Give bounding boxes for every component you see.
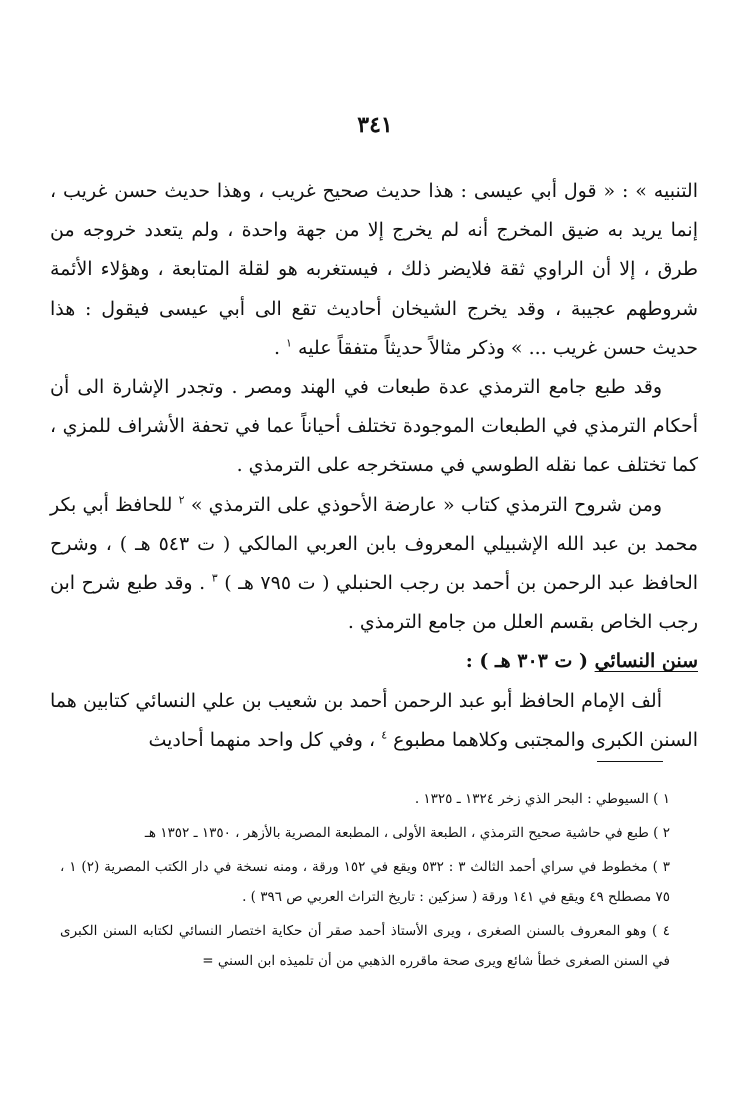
paragraph-tanbih: التنبيه » : « قول أبي عيسى : هذا حديث صحيح غريب ، وهذا حديث حسن غريب ، إنما يريد به ضيق المخرج أنه لم يخرج إلا من جهة واحدة ، ولم يتعدد خروجه من طرق ، إلا أن الراوي ثقة فلايضر ذلك ، فيستغربه هو لقلة المتابعة ، وهؤلاء الأئمة شروطهم عجيبة ، وقد يخرج الشيخان أحاديث تقع الى أبي عيسى فيقول : هذا حديث حسن غريب ... » وذكر مثالاً حديثاً متفقاً عليه $^١$ . [50,180,698,359]
paragraph-text: ومن شروح الترمذي كتاب « عارضة الأحوذي على الترمذي » [190,493,662,516]
section-heading [50,642,698,681]
paragraph-text: . وقد طبع شرح ابن رجب الخاص بقسم العلل من جامع الترمذي . [50,572,698,634]
main-text [50,172,698,760]
footnote-ref: ١ [286,336,292,350]
paragraph-nasai [50,682,698,760]
footnote: ٣ ) مخطوط في سراي أحمد الثالث ٣ : ٥٣٢ ويقع في ١٥٢ ورقة ، ومنه نسخة في دار الكتب المصرية (٢) ١ ، ٧٥ مصطلح ٤٩ ويقع في ١٤١ ورقة ( سزكين : تاريخ التراث العربي ص ٣٩٦ ) . [60,859,670,905]
paragraph-text: التنبيه » : « قول أبي عيسى : هذا حديث صحيح غريب ، وهذا حديث حسن غريب ، إنما يريد به ضيق المخرج أنه لم يخرج إلا من جهة واحدة ، ولم يتعدد خروجه من طرق ، إلا أن الراوي ثقة فلايضر ذلك ، فيستغربه هو لقلة المتابعة ، وهؤلاء الأئمة شروطهم عجيبة ، وقد يخرج الشيخان أحاديث تقع الى أبي عيسى فيقول : هذا حديث حسن غريب ... » وذكر مثالاً حديثاً متفقاً عليه [50,180,698,359]
footnotes [60,784,670,980]
footnote: ٤ ) وهو المعروف بالسنن الصغرى ، ويرى الأستاذ أحمد صقر أن حكاية اختصار النسائي لكتابه السنن الكبرى في السنن الصغرى خطأ شائع ويرى صحة ماقرره الذهبي من أن تلميذه ابن السني = [60,923,670,969]
footnote-divider [597,761,663,762]
paragraph-text: ، وفي كل واحد منهما أحاديث [148,728,376,751]
footnote-ref: ٤ [381,728,388,742]
section-heading-date: ( ت ٣٠٣ هـ ) : [465,650,588,673]
paragraph-editions: وقد طبع جامع الترمذي عدة طبعات في الهند ومصر . وتجدر الإشارة الى أن أحكام الترمذي في الطبعات الموجودة تختلف أحياناً عما في تحفة الأشراف للمزي ، كما تختلف عما نقله الطوسي في مستخرجه على الترمذي . [50,376,698,477]
footnote: ٢ ) طبع في حاشية صحيح الترمذي ، الطبعة الأولى ، المطبعة المصرية بالأزهر ، ١٣٥٠ ـ ١٣٥٢ هـ [144,825,670,841]
footnote: ١ ) السيوطي : البحر الذي زخر ١٣٢٤ ـ ١٣٢٥ . [414,791,670,807]
footnote-ref: ٢ [178,493,185,507]
section-heading-name: سنن النسائي [594,650,698,673]
paragraph-text: ألف الإمام الحافظ أبو عبد الرحمن أحمد بن شعيب بن علي النسائي كتابين هما السنن الكبرى والمجتبى وكلاهما مطبوع [50,689,698,751]
paragraph-commentaries [50,486,698,643]
footnote-ref: ٣ [211,571,218,585]
page-number: ٣٤١ [357,112,393,138]
paragraph-text: للحافظ أبي بكر محمد بن عبد الله الإشبيلي المعروف بابن العربي المالكي ( ت ٥٤٣ هـ ) ، وشرح الحافظ عبد الرحمن بن أحمد بن رجب الحنبلي ( ت ٧٩٥ هـ ) [50,493,699,595]
